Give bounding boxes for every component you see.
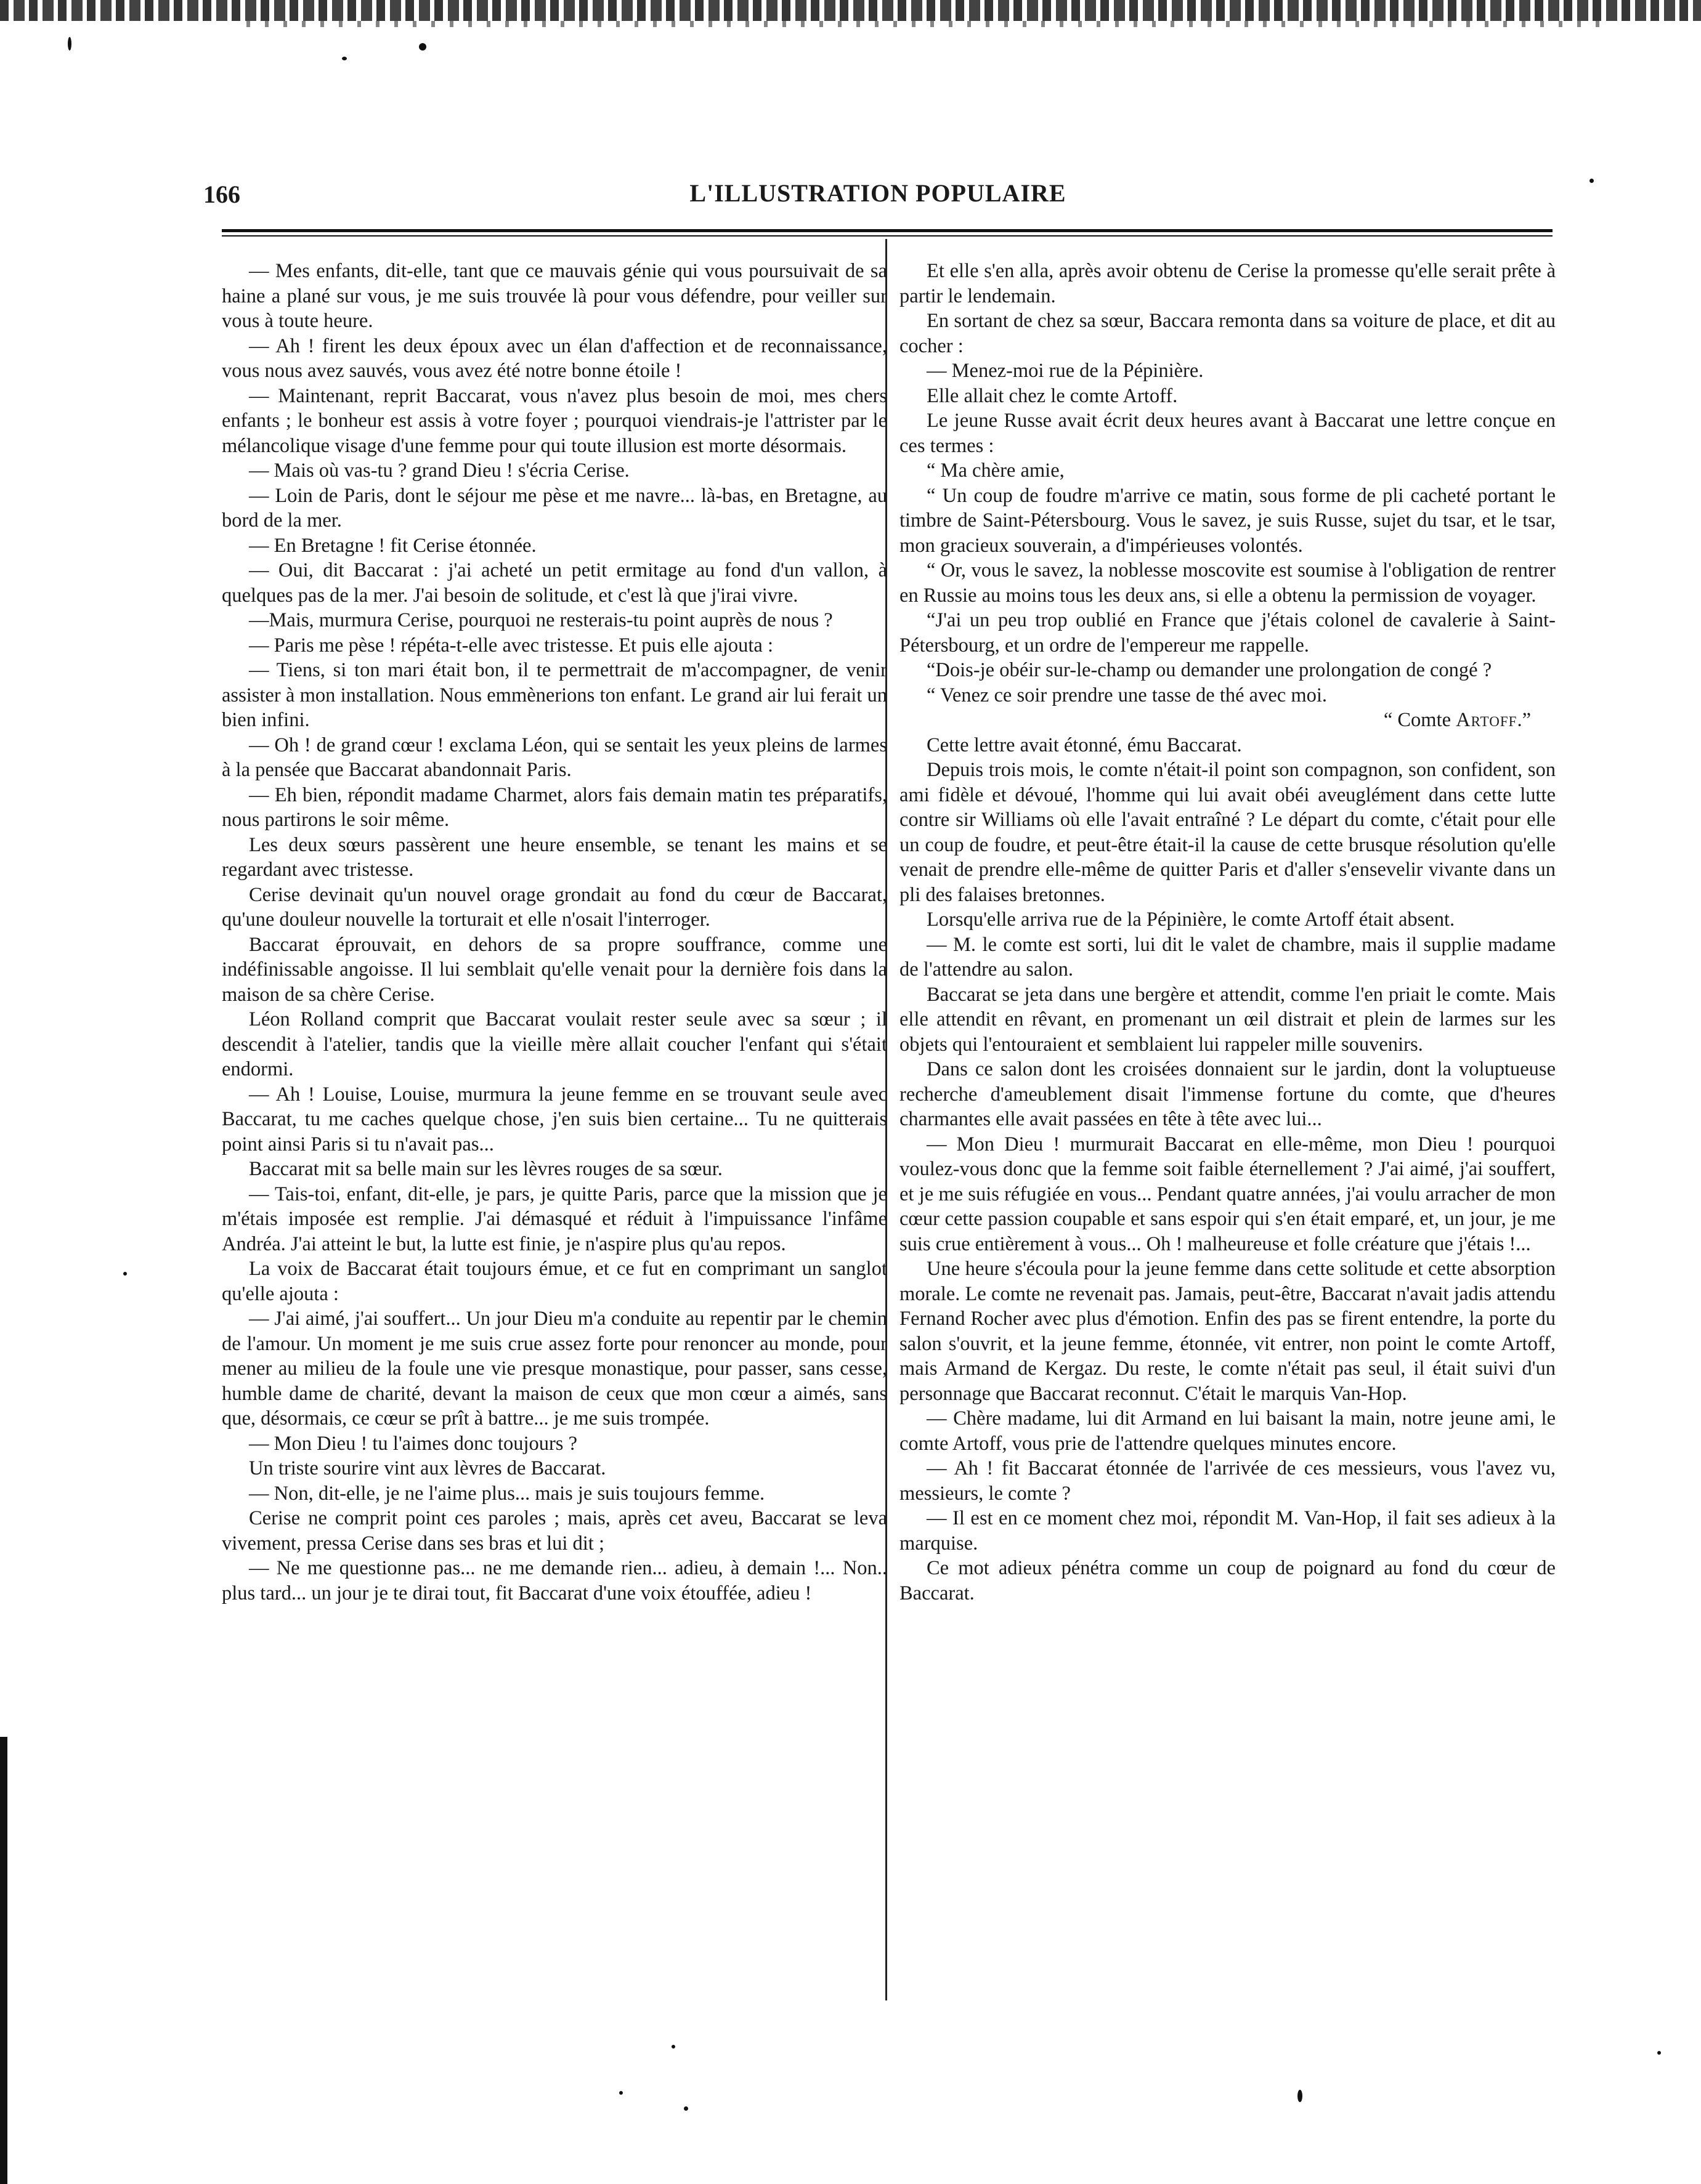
paragraph: Elle allait chez le comte Artoff. [927, 384, 1178, 407]
paragraph: — En Bretagne ! fit Cerise étonnée. [249, 534, 537, 557]
signature-suffix: .” [1517, 709, 1531, 731]
paragraph: Dans ce salon dont les croisées donnaient sur le jardin, dont la voluptueuse recherche d'ameublement disait l'immense fortune du comte, que d'heures charmantes elle avait passées en tête à tête avec lui... [899, 1058, 1556, 1130]
scan-top-edge [0, 0, 1701, 21]
paragraph: — Mes enfants, dit-elle, tant que ce mauvais génie qui vous poursuivait de sa haine a plané sur vous, je me suis trouvée là pour vous défendre, pour veiller sur vous à toute heure. [222, 260, 887, 332]
paragraph: — Ne me questionne pas... ne me demande rien... adieu, à demain !... Non.. plus tard... un jour je te dirai tout, fit Baccarat d'une voix étouffée, adieu ! [222, 1557, 887, 1604]
paragraph: — Ah ! Louise, Louise, murmura la jeune femme en se trouvant seule avec Baccarat, tu me caches quelque chose, j'en suis bien certaine... Tu ne quitterais point ainsi Paris si tu n'avait pas... [222, 1083, 887, 1155]
left-column [222, 259, 887, 1606]
paragraph: — Ah ! firent les deux époux avec un élan d'affection et de reconnaissance, vous nous avez sauvés, vous avez été notre bonne étoile ! [222, 334, 887, 382]
signature-name: Artoff [1456, 709, 1517, 731]
letter-paragraph: “Dois-je obéir sur-le-champ ou demander une prolongation de congé ? [927, 659, 1492, 681]
scan-speck [1589, 179, 1594, 183]
paragraph: — J'ai aimé, j'ai souffert... Un jour Dieu m'a conduite au repentir par le chemin de l'amour. Un moment je me suis crue assez forte pour renoncer au monde, pour mener au milieu de la foule une vie presque monastique, pour passer, sans cesse, humble dame de charité, devant la maison de ceux que mon cœur a aimés, sans que, désormais, ce cœur se prît à battre... je me suis trompée. [222, 1308, 887, 1430]
paragraph: —Mais, murmura Cerise, pourquoi ne resterais-tu point auprès de nous ? [249, 609, 833, 631]
paragraph: Léon Rolland comprit que Baccarat voulait rester seule avec sa sœur ; il descendit à l'atelier, tandis que la vieille mère allait coucher l'enfant qui s'était endormi. [222, 1008, 887, 1080]
paragraph: — Oui, dit Baccarat : j'ai acheté un petit ermitage au fond d'un vallon, à quelques pas de la mer. J'ai besoin de solitude, et c'est là que j'irai vivre. [222, 559, 887, 607]
scan-speck [1657, 2051, 1661, 2055]
letter-signature [899, 708, 1556, 733]
running-title: L'ILLUSTRATION POPULAIRE [689, 179, 1066, 207]
letter-paragraph: “J'ai un peu trop oublié en France que j'étais colonel de cavalerie à Saint-Pétersbourg, et un ordre de l'empereur me rappelle. [899, 609, 1556, 657]
paragraph: — Non, dit-elle, je ne l'aime plus... mais je suis toujours femme. [249, 1482, 765, 1505]
paragraph: — Loin de Paris, dont le séjour me pèse et me navre... là-bas, en Bretagne, au bord de la mer. [222, 484, 887, 532]
paragraph: — Mais où vas-tu ? grand Dieu ! s'écria Cerise. [249, 459, 630, 482]
scan-speck [1297, 2090, 1302, 2102]
paragraph: Un triste sourire vint aux lèvres de Baccarat. [249, 1457, 606, 1479]
paragraph: Depuis trois mois, le comte n'était-il point son compagnon, son confident, son ami fidèle et dévoué, l'homme qui lui avait obéi aveuglément dans cette lutte contre sir Williams où elle l'avait entraîné ? Le départ du comte, c'était pour elle un coup de foudre, et peut-être était-il la cause de cette brusque résolution qu'elle venait de prendre elle-même de quitter Paris et d'aller s'ensevelir vivante dans un pli des falaises bretonnes. [899, 759, 1556, 906]
letter-salutation: “ Ma chère amie, [927, 459, 1065, 482]
right-column [899, 259, 1556, 1606]
scan-speck [672, 2045, 675, 2049]
paragraph: — Menez-moi rue de la Pépinière. [927, 360, 1204, 382]
scan-speck [684, 2106, 688, 2111]
scan-speck [123, 1272, 127, 1276]
letter-paragraph: “ Un coup de foudre m'arrive ce matin, sous forme de pli cacheté portant le timbre de Saint-Pétersbourg. Vous le savez, je suis Russe, sujet du tsar, et le tsar, mon gracieux souverain, a d'impérieuses volontés. [899, 484, 1556, 557]
paragraph: Lorsqu'elle arriva rue de la Pépinière, le comte Artoff était absent. [927, 908, 1455, 931]
paragraph: La voix de Baccarat était toujours émue, et ce fut en comprimant un sanglot qu'elle ajouta : [222, 1258, 887, 1305]
paragraph: Baccarat mit sa belle main sur les lèvres rouges de sa sœur. [249, 1158, 723, 1180]
paragraph: — Tiens, si ton mari était bon, il te permettrait de m'accompagner, de venir assister à mon installation. Nous emmènerions ton enfant. Le grand air lui ferait un bien infini. [222, 659, 887, 731]
paragraph: Baccarat se jeta dans une bergère et attendit, comme l'en priait le comte. Mais elle attendit en rêvant, en promenant un œil distrait et plein de larmes sur les objets qui l'entouraient et semblaient lui rappeler mille souvenirs. [899, 983, 1556, 1056]
paragraph: — Paris me pèse ! répéta-t-elle avec tristesse. Et puis elle ajouta : [249, 634, 773, 657]
scan-speck [619, 2091, 623, 2095]
paragraph: — Maintenant, reprit Baccarat, vous n'avez plus besoin de moi, mes chers enfants ; le bonheur est assis à votre foyer ; pourquoi viendrais-je l'attrister par le mélancolique visage d'une femme pour qui toute illusion est morte désormais. [222, 384, 887, 457]
letter-paragraph: “ Venez ce soir prendre une tasse de thé avec moi. [927, 684, 1328, 706]
paragraph: — Eh bien, répondit madame Charmet, alors fais demain matin tes préparatifs, nous partirons le soir même. [222, 783, 887, 831]
paragraph: Et elle s'en alla, après avoir obtenu de Cerise la promesse qu'elle serait prête à partir le lendemain. [899, 260, 1556, 307]
scan-top-edge-noise [246, 21, 1602, 27]
signature-prefix: “ Comte [1383, 709, 1456, 731]
paragraph: — Ah ! fit Baccarat étonnée de l'arrivée de ces messieurs, vous l'avez vu, messieurs, le comte ? [899, 1457, 1556, 1505]
paragraph: — Oh ! de grand cœur ! exclama Léon, qui se sentait les yeux pleins de larmes à la pensée que Baccarat abandonnait Paris. [222, 734, 887, 781]
paragraph: Cerise devinait qu'un nouvel orage grondait au fond du cœur de Baccarat, qu'une douleur nouvelle la torturait et elle n'osait l'interroger. [222, 883, 887, 931]
scan-speck [419, 43, 426, 51]
page-header [203, 177, 1553, 214]
header-rule-thin [222, 235, 1553, 237]
paragraph: — M. le comte est sorti, lui dit le valet de chambre, mais il supplie madame de l'attendre au salon. [899, 933, 1556, 981]
paragraph: Cerise ne comprit point ces paroles ; mais, après cet aveu, Baccarat se leva vivement, pressa Cerise dans ses bras et lui dit ; [222, 1507, 887, 1555]
paragraph: — Tais-toi, enfant, dit-elle, je pars, je quitte Paris, parce que la mission que je m'étais imposée est remplie. J'ai démasqué et réduit à l'impuissance l'infâme Andréa. J'ai atteint le but, la lutte est finie, je n'aspire plus qu'au repos. [222, 1183, 887, 1255]
paragraph: — Il est en ce moment chez moi, répondit M. Van-Hop, il fait ses adieux à la marquise. [899, 1507, 1556, 1555]
paragraph: Ce mot adieux pénétra comme un coup de poignard au fond du cœur de Baccarat. [899, 1557, 1556, 1604]
header-rule-thick [222, 229, 1553, 232]
paragraph: Cette lettre avait étonné, ému Baccarat. [927, 734, 1242, 756]
paragraph: — Mon Dieu ! tu l'aimes donc toujours ? [249, 1432, 577, 1455]
paragraph: — Mon Dieu ! murmurait Baccarat en elle-même, mon Dieu ! pourquoi voulez-vous donc que la femme soit faible éternellement ? J'ai aimé, j'ai souffert, et je me suis réfugiée en vous... Pendant quatre années, j'ai voulu arracher de mon cœur cette passion coupable et sans espoir qui s'en était emparé, et, un jour, je me suis crue entièrement à vous... Oh ! malheureuse et folle créature que j'étais !... [899, 1133, 1556, 1255]
scan-speck [342, 57, 347, 60]
scan-left-edge [0, 1737, 7, 2184]
paragraph: Le jeune Russe avait écrit deux heures avant à Baccarat une lettre conçue en ces termes : [899, 410, 1556, 457]
paragraph: — Chère madame, lui dit Armand en lui baisant la main, notre jeune ami, le comte Artoff, vous prie de l'attendre quelques minutes encore. [899, 1407, 1556, 1455]
paragraph: Une heure s'écoula pour la jeune femme dans cette solitude et cette absorption morale. Le comte ne revenait pas. Jamais, peut-être, Baccarat n'avait jadis attendu Fernand Rocher avec plus d'émotion. Enfin des pas se firent entendre, la porte du salon s'ouvrit, et la jeune femme, étonnée, vit entrer, non point le comte Artoff, mais Armand de Kergaz. Du reste, le comte n'était pas seul, il était suivi d'un personnage que Baccarat reconnut. C'était le marquis Van-Hop. [899, 1258, 1556, 1405]
page-number: 166 [203, 180, 240, 208]
scan-speck [68, 37, 71, 51]
letter-paragraph: “ Or, vous le savez, la noblesse moscovite est soumise à l'obligation de rentrer en Russie au moins tous les deux ans, si elle a obtenu la permission de voyager. [899, 559, 1556, 607]
paragraph: En sortant de chez sa sœur, Baccara remonta dans sa voiture de place, et dit au cocher : [899, 310, 1556, 357]
paragraph: Baccarat éprouvait, en dehors de sa propre souffrance, comme une indéfinissable angoisse. Il lui semblait qu'elle venait pour la dernière fois dans la maison de sa chère Cerise. [222, 933, 887, 1006]
paragraph: Les deux sœurs passèrent une heure ensemble, se tenant les mains et se regardant avec tristesse. [222, 833, 887, 881]
